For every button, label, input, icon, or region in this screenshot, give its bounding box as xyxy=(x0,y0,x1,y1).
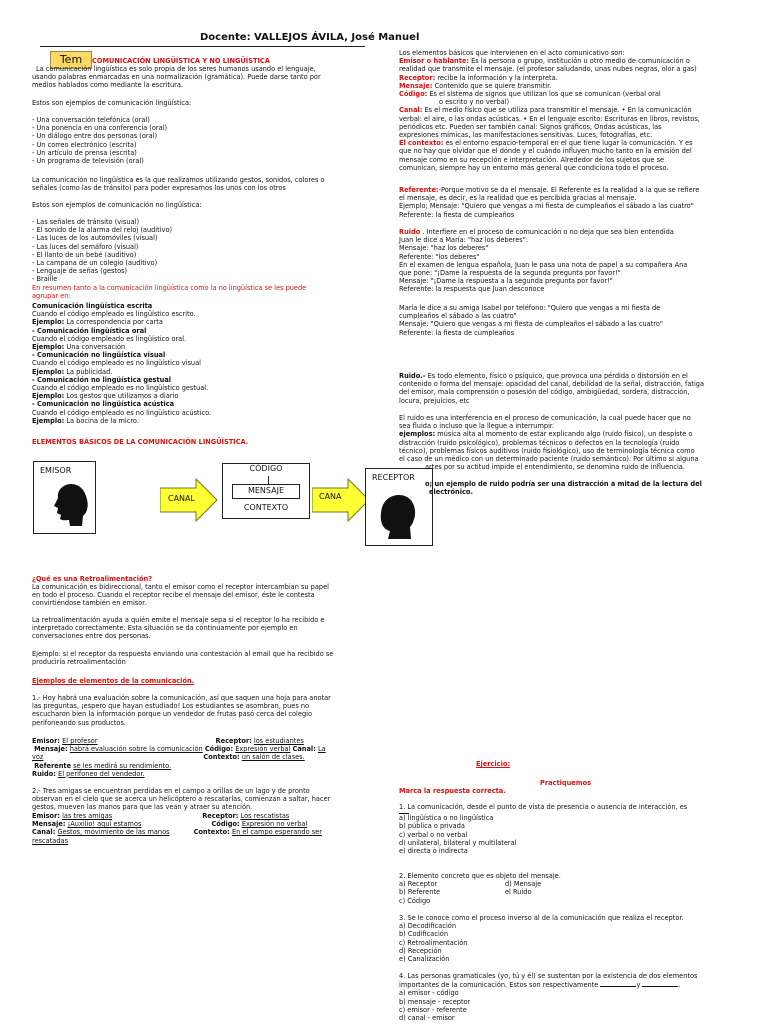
list-item: - Un programa de televisión (oral) xyxy=(32,157,144,166)
practiquemos-title: Practiquemos xyxy=(540,779,592,787)
tem-label: Tem xyxy=(50,51,92,69)
header-divider xyxy=(40,46,365,47)
question-3: 3. Se le conoce como el proceso inverso al de la comunicación que realiza el receptor. a) Decodificación b) Codificación c) Retroalimentación d) Recepción e) Canalización xyxy=(399,914,684,964)
ejercicio-title: Ejercicio: xyxy=(476,760,510,768)
marca-instruction: Marca la respuesta correcta. xyxy=(399,787,506,795)
ling-examples-intro: Estos son ejemplos de comunicación lingüística: xyxy=(32,99,192,107)
retro-paragraph-2: La retroalimentación ayuda a quién emite el mensaje sepa si el receptor lo ha recibido e interpretado correctamente. Esta situación se da continuamente por ejemplo en conversaciones entre dos personas. xyxy=(32,616,325,641)
retro-paragraph-1: La comunicación es bidireccional, tanto el emisor como el receptor intercambian su papel en todo el proceso. Cuando el receptor recibe el mensaje del emisor, éste le contesta convirtiéndose también en emisor. xyxy=(32,583,329,608)
codigo-label: CÓDIGO xyxy=(249,464,283,473)
example-2-elements: Emisor: las tres amigas Receptor: Los rescatistas Mensaje: ¡Auxilio! aquí estamos Código: Expresión no verbal Canal: Gestos, movimiento de las manos Contexto: En el campo esperando ser rescatadas xyxy=(32,812,322,845)
list-item: - Un diálogo entre dos personas (oral) xyxy=(32,132,158,141)
list-item: - Un artículo de prensa (escrita) xyxy=(32,148,137,157)
referente-section: Referente:-Porque motivo se da el mensaje. El Referente es la realidad a la que se refiere el mensaje, es decir, es la realidad que es percibida gracias al mensaje. Ejemplo; Mensaje: "Quiero que vengas a mi fiesta de cumpleaños el sábado a las cuatro" Referente: la fiesta de cumpleaños xyxy=(399,186,700,219)
list-item: - La campana de un colegio (auditivo) xyxy=(32,259,158,268)
example-1-elements: Emisor: El profesor Receptor: los estudiantes Mensaje: habrá evaluación sobre la comunicación Código: Expresión verbal Canal: La voz Contexto: un salón de clases. Referente se les medirá su rendimiento. Ruido: El perifoneo del vendedor. xyxy=(32,737,326,778)
categories-list: Comunicación lingüística escrita Cuando el código empleado es lingüístico escrito. Ejemplo: La correspondencia por carta - Comunicación lingüística oral Cuando el código empleado es lingüístico oral. Ejemplo: Una conversación - Comunicación no lingüística visual Cuando el código empleado es no lingüístico visual Ejemplo: La publicidad. - Comunicación no lingüística gestual Cuando el código empleado es no lingüístico gestual. Ejemplo: Los gestos que utilizamos a diario - Comunicación no lingüística acústica Cuando el código empleado es no lingüístico acústico. Ejemplo: La bocina de la micro. xyxy=(32,302,212,425)
list-item: - Un correo electrónico (escrita) xyxy=(32,140,137,149)
teacher-header: Docente: VALLEJOS ÁVILA, José Manuel xyxy=(200,32,420,43)
resumen-text: En resumen tanto a la comunicación lingüística como la no lingüística se les puede agrupar en: xyxy=(32,284,307,301)
example-2-text: 2.- Tres amigas se encuentran perdidas en el campo a orillas de un lago y de pronto observan en el cielo que se acerca un helicóptero a rescatarlas, comienzan a saltar, hacer gestos, mueven las manos para que las vean y atraer su atención. xyxy=(32,787,331,812)
noling-examples-intro: Estos son ejemplos de comunicación no lingüística: xyxy=(32,201,202,209)
elements-definitions: Los elementos básicos que intervienen en el acto comunicativo son: Emisor o hablante: Es la persona o grupo, institución u otro medio de comunicación o realidad que transmite el mensaje. (el profesor saludando, unas nubes negras, olor a gas) Receptor: recibe la información y la interpreta. Mensaje: Contenido que se quiere transmitir. Código: Es el sistema de signos que utilizan los que se comunican (verbal oral o escrito y no verbal) Canal: Es el medio físico que se utiliza para transmitir el mensaje. • En la comunicación verbal: el aire, o las ondas acústicas. • En el lenguaje escrito: Escrituras en libros, revistos, periódicos etc. Pueden ser también canal: Signos gráficos, Ondas acústicas, las expresiones mímicas, las manifestaciones sensitivas. Luces, fotografías, etc. El contexto: es el entorno espacio-temporal en el que tiene lugar la comunicación. Y es que no hay que olvidar que el dónde y el cuándo influyen mucho tanto en la emisión del mensaje como en su recepción e interpretación. Alrededor de los sujetos que se comunican, siempre hay un entorno más general que condiciona todo el proceso. xyxy=(399,49,700,172)
retro-title: ¿Qué es una Retroalimentación? xyxy=(32,575,153,583)
list-item: - El llanto de un bebé (auditivo) xyxy=(32,250,137,259)
ruido-definition: Ruido.- Es todo elemento, físico o psíquico, que provoca una pérdida o distorsión en el contenido o forma del mensaje: opacidad del canal, debilidad de la señal, distracción, fatiga del emisor, mala comprensión o posesión del código, ambigüedad, sordera, distracción, locura, prejuicios, etc xyxy=(399,372,705,405)
ruido-section: Ruido . Interfiere en el proceso de comunicación o no deja que sea bien entendida Juan le dice a María: "haz los deberes": Mensaje: "haz los deberes" Referente: "los deberes" En el examen de lengua española, Juan le pasa una nota de papel a su compañera Ana que pone: "¡Dame la respuesta de la segunda pregunta por favor!" Mensaje: "¡Dame la respuesta a la segunda pregunta por favor!" Referente: la respuesta que Juan desconoce xyxy=(399,228,688,294)
ejemplos-title: Ejemplos de elementos de la comunicación. xyxy=(32,677,195,685)
question-2: 2. Elemento concreto que es objeto del mensaje. a) Receptor d) Mensaje b) Referente el Ruido c) Código xyxy=(399,872,561,905)
list-item: - Lenguaje de señas (gestos) xyxy=(32,267,128,276)
canal-left-label: CANAL xyxy=(168,494,195,503)
ruido-bold-example: o; un ejemplo de ruido podría ser una distracción a mitad de la lectura del electrónico. xyxy=(425,480,702,497)
connector-line xyxy=(268,476,269,484)
canal-right-label: CANA xyxy=(319,492,342,501)
list-item: - Braille xyxy=(32,275,58,284)
emisor-head-icon xyxy=(52,480,92,528)
question-4: 4. Las personas gramaticales (yo, tú y él) se sustentan por la existencia de dos elementos importantes de la comunicación. Estos son respectivamente y . a) emisor - código b) mensaje - receptor c) emisor - referente d) canal - emisor xyxy=(399,972,698,1023)
noling-paragraph: La comunicación no lingüística es la que realizamos utilizando gestos, sonidos, colores o señales (como las de tránsito) para poder expresarnos los unos con los otros xyxy=(32,176,325,193)
intro-paragraph: La comunicación lingüística es solo propia de los seres humanos usando el lenguaje, usando palabras enmarcadas en una normalización (gramática). Puede darse tanto por medios hablados como mediante la escritura. xyxy=(32,65,321,90)
answer-blank[interactable] xyxy=(642,980,678,987)
maria-example: María le dice a su amiga Isabel por teléfono: "Quiero que vengas a mi fiesta de cumpleaños el sábado a las cuatro" Mensaje: "Quiero que vengas a mi fiesta de cumpleaños el sábado a las cuatro" Referente: la fiesta de cumpleaños xyxy=(399,304,663,337)
list-item: - El sonido de la alarma del reloj (auditivo) xyxy=(32,226,173,235)
answer-blank[interactable] xyxy=(600,980,636,987)
list-item: - Las luces de los automóviles (visual) xyxy=(32,234,158,243)
contexto-label: CONTEXTO xyxy=(243,503,289,512)
noling-examples-list xyxy=(32,218,172,284)
example-1-text: 1.- Hoy habrá una evaluación sobre la comunicación, así que saquen una hoja para anotar las preguntas, ¡espero que hayan estudiado! Los estudiantes se asombran, pues no escucharon bien la información porque un vendedor de frutas pasó cerca del colegio perifoneando sus productos. xyxy=(32,694,331,727)
section-title: COMUNICACIÓN LINGÜÍSTICA Y NO LINGÜÍSTICA xyxy=(92,57,270,65)
ruido-interference: El ruido es una interferencia en el proceso de comunicación, la cual puede hacer que no sea fluida o incluso que la llegue a interrumpir. ejemplos: música alta al momento de estar explicando algo (ruido físico), un despiste o distracción (ruido psicológico), problemas técnicos o defectos en la tecnología (ruido técnico), problemas físicos auditivos (ruido fisiológico), uso de terminología técnica como el caso de un médico con un determinado paciente (ruido semántico). Por último si alguna artes por su actitud impide el entendimiento, se denomina ruido de influencia. xyxy=(399,414,699,472)
receptor-box: RECEPTOR xyxy=(365,468,433,546)
mensaje-label: MENSAJE xyxy=(247,486,285,495)
ling-examples-list xyxy=(32,116,167,165)
question-1: 1. La comunicación, desde el punto de vista de presencia o ausencia de interacción, es a) lingüística o no lingüística b) pública o privada c) verbal o no verbal d) unilateral, bilateral y multilateral e) directa o indirecta xyxy=(399,803,688,856)
receptor-head-icon xyxy=(376,491,420,541)
retro-paragraph-3: Ejemplo: si el receptor da respuesta enviando una contestación al email que ha recibido se produciría retroalimentación xyxy=(32,650,334,667)
emisor-box: EMISOR xyxy=(33,461,96,534)
list-item: - Las señales de tránsito (visual) xyxy=(32,218,140,226)
list-item: - Las luces del semáforo (visual) xyxy=(32,242,139,251)
list-item: - Una conversación telefónica (oral) xyxy=(32,116,150,124)
list-item: - Una ponencia en una conferencia (oral) xyxy=(32,124,168,133)
elementos-title: ELEMENTOS BÁSICOS DE LA COMUNICACIÓN LINGÜÍSTICA. xyxy=(32,438,249,446)
